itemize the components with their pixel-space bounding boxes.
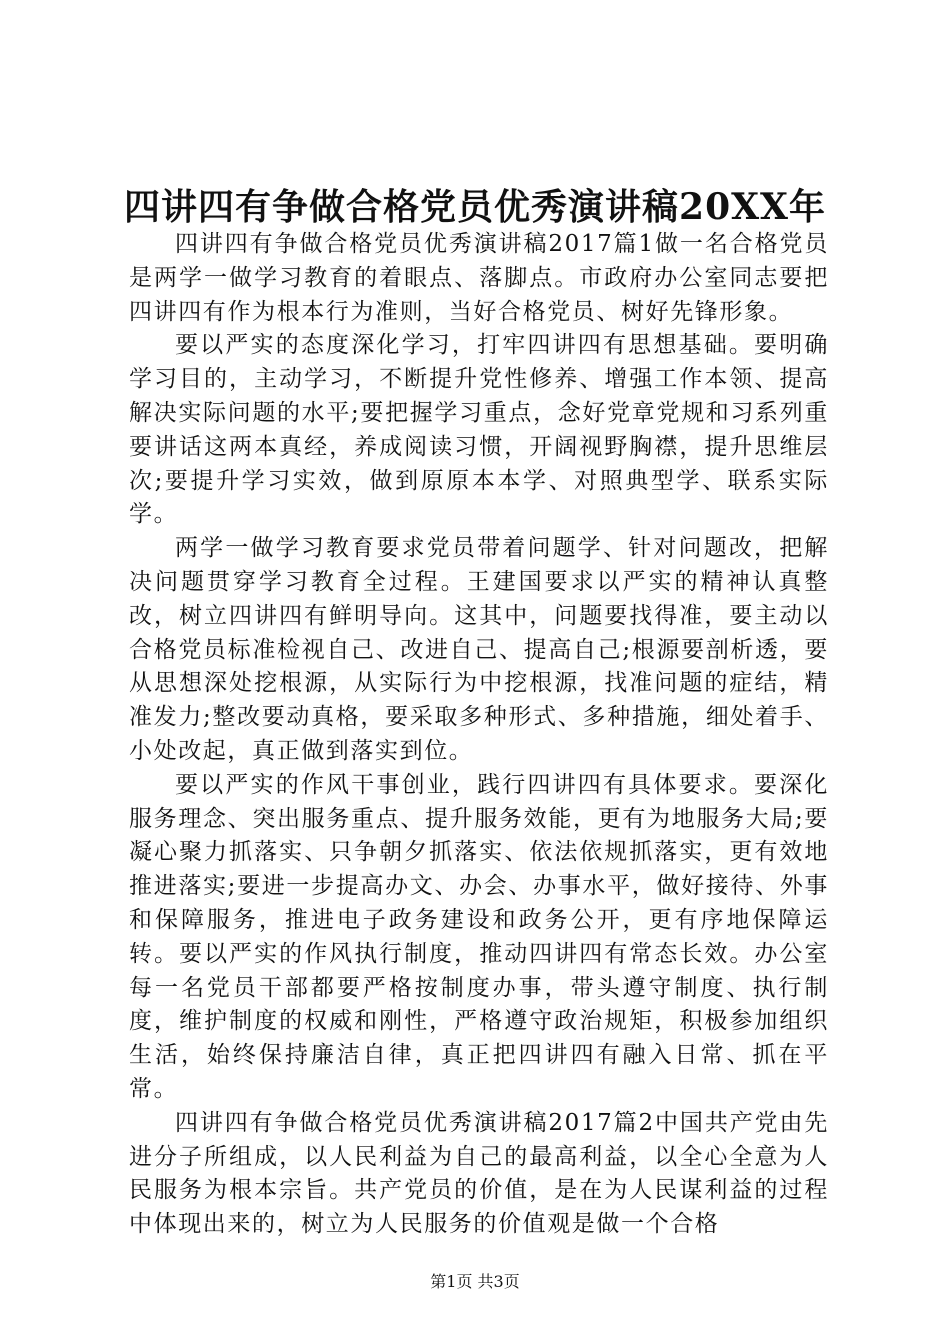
paragraph-5: 四讲四有争做合格党员优秀演讲稿2017篇2中国共产党由先进分子所组成，以人民利益为自己的最高利益，以全心全意为人民服务为根本宗旨。共产党员的价值，是在为人民谋利益的过程中体现出来的，树立为人民服务的价值观是做一个合格 — [129, 1109, 829, 1238]
document-title: 四讲四有争做合格党员优秀演讲稿20XX年 — [124, 186, 826, 228]
paragraph-1: 四讲四有争做合格党员优秀演讲稿2017篇1做一名合格党员是两学一做学习教育的着眼点、落脚点。市政府办公室同志要把四讲四有作为根本行为准则，当好合格党员、树好先锋形象。 — [129, 231, 829, 325]
document-body — [129, 228, 829, 1242]
paragraph-3: 两学一做学习教育要求党员带着问题学、针对问题改，把解决问题贯穿学习教育全过程。王建国要求以严实的精神认真整改，树立四讲四有鲜明导向。这其中，问题要找得准，要主动以合格党员标准检视自己、改进自己、提高自己;根源要剖析透，要从思想深处挖根源，从实际行为中挖根源，找准问题的症结，精准发力;整改要动真格，要采取多种形式、多种措施，细处着手、小处改起，真正做到落实到位。 — [129, 535, 829, 764]
page-number: 第1页 共3页 — [430, 1272, 520, 1291]
paragraph-2: 要以严实的态度深化学习，打牢四讲四有思想基础。要明确学习目的，主动学习，不断提升党性修养、增强工作本领、提高解决实际问题的水平;要把握学习重点，念好党章党规和习系列重要讲话这两本真经，养成阅读习惯，开阔视野胸襟，提升思维层次;要提升学习实效，做到原原本本学、对照典型学、联系实际学。 — [129, 332, 829, 528]
paragraph-4: 要以严实的作风干事创业，践行四讲四有具体要求。要深化服务理念、突出服务重点、提升服务效能，更有为地服务大局;要凝心聚力抓落实、只争朝夕抓落实、依法依规抓落实，更有效地推进落实;要进一步提高办文、办会、办事水平，做好接待、外事和保障服务，推进电子政务建设和政务公开，更有序地保障运转。要以严实的作风执行制度，推动四讲四有常态长效。办公室每一名党员干部都要严格按制度办事，带头遵守制度、执行制度，维护制度的权威和刚性，严格遵守政治规矩，积极参加组织生活，始终保持廉洁自律，真正把四讲四有融入日常、抓在平常。 — [129, 771, 829, 1102]
page-footer — [0, 1270, 950, 1294]
